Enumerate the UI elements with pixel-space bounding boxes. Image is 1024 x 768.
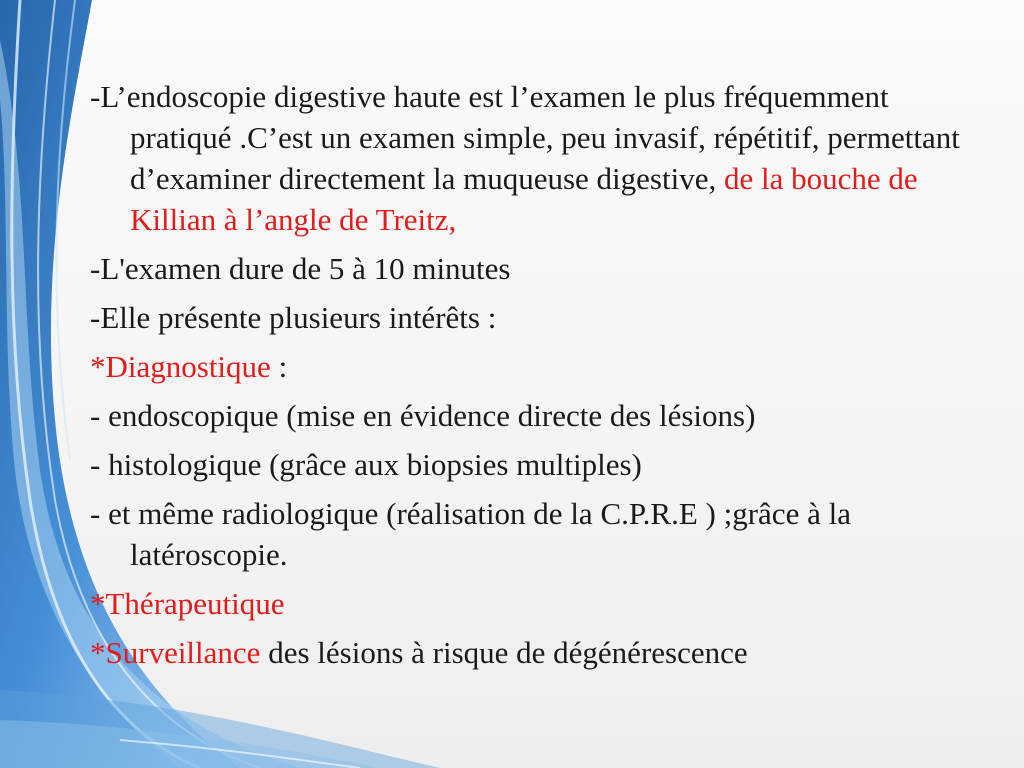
- text-run-highlight: *Diagnostique: [90, 349, 271, 384]
- text-run-highlight: *Thérapeutique: [90, 586, 285, 621]
- text-run: -Elle présente plusieurs intérêts :: [90, 300, 497, 335]
- paragraph-interests: [90, 297, 990, 338]
- paragraph-duration: [90, 248, 990, 289]
- text-run-highlight: de la bouche de Killian à l’angle de Treitz,: [130, 161, 918, 237]
- paragraph-diagnostic: [90, 346, 990, 387]
- text-run-highlight: *Surveillance: [90, 635, 261, 670]
- text-run: - histologique (grâce aux biopsies multiples): [90, 447, 642, 482]
- paragraph-intro: [90, 76, 990, 240]
- text-run: des lésions à risque de dégénérescence: [260, 635, 748, 670]
- paragraph-surveillance: [90, 632, 990, 673]
- paragraph-radiologic: [90, 493, 990, 575]
- text-run: -L'examen dure de 5 à 10 minutes: [90, 251, 511, 286]
- paragraph-histologic: [90, 444, 990, 485]
- text-run: -L’endoscopie digestive haute est l’examen le plus fréquemment pratiqué .C’est un examen simple, peu invasif, répétitif, permettant d’examiner directement la muqueuse digestive,: [90, 79, 960, 196]
- paragraph-endoscopic: [90, 395, 990, 436]
- slide-body: [90, 76, 990, 681]
- text-run: :: [270, 349, 288, 384]
- paragraph-therapeutic: [90, 583, 990, 624]
- text-run: - et même radiologique (réalisation de la C.P.R.E ) ;grâce à la latéroscopie.: [90, 496, 851, 572]
- text-run: - endoscopique (mise en évidence directe des lésions): [90, 398, 756, 433]
